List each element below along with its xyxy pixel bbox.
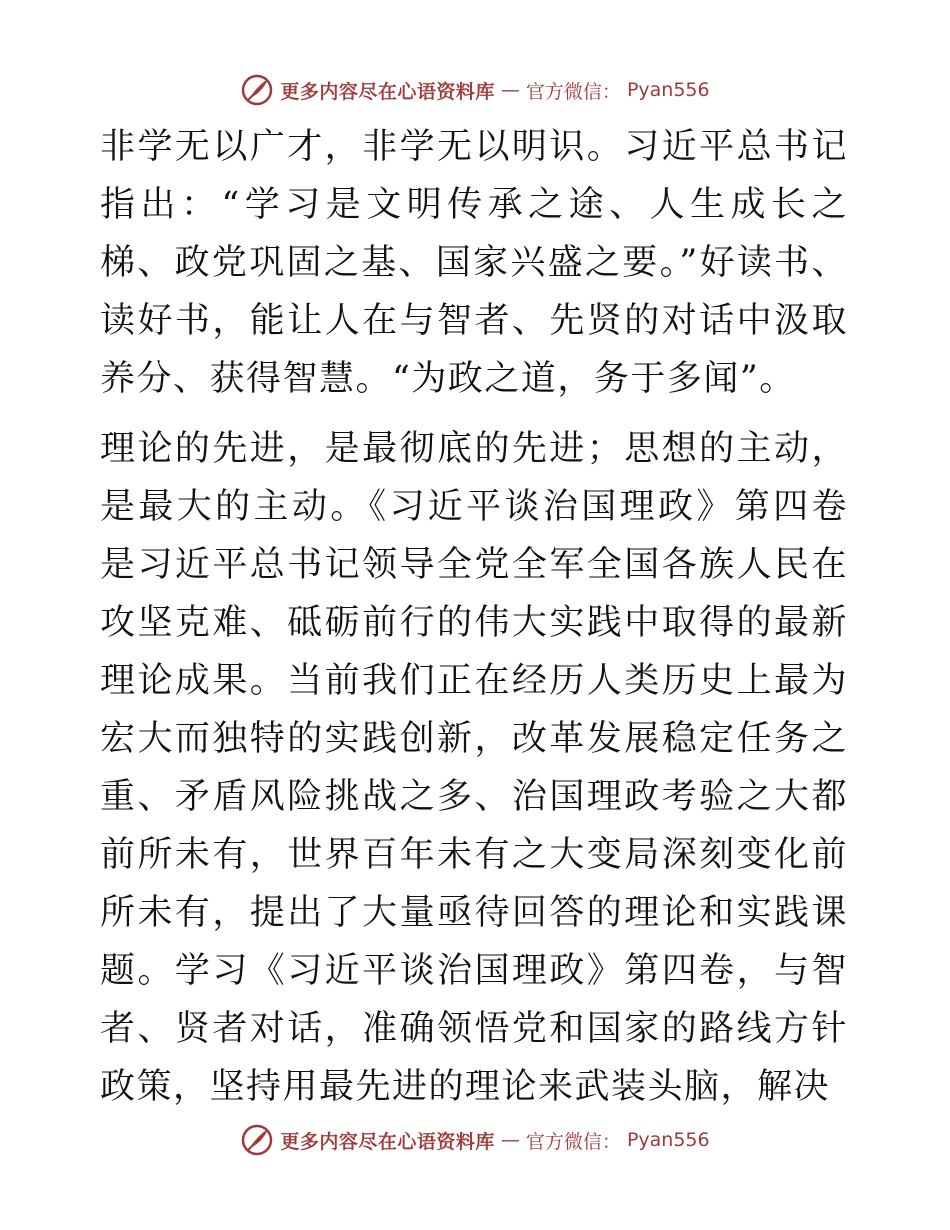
paragraph-1: 非学无以广才，非学无以明识。习近平总书记指出：“学习是文明传承之途、人生成长之梯、政党巩固之基、国家兴盛之要。”好读书、读好书，能让人在与智者、先贤的对话中汲取养分、获得智慧。“为政之道，务于多闻”。 <box>100 127 848 399</box>
watermark-wechat-label: 官方微信： <box>525 80 621 103</box>
document-body <box>100 118 848 1128</box>
watermark-dash: — <box>500 1129 520 1151</box>
feather-quill-logo-icon <box>240 1123 274 1157</box>
watermark-dash: — <box>500 79 520 101</box>
paragraph-2: 理论的先进，是最彻底的先进；思想的主动，是最大的主动。《习近平谈治国理政》第四卷是习近平总书记领导全党全军全国各族人民在攻坚克难、砥砺前行的伟大实践中取得的最新理论成果。当前我们正在经历人类历史上最为宏大而独特的实践创新，改革发展稳定任务之重、矛盾风险挑战之多、治国理政考验之大都前所未有，世界百年未有之大变局深刻变化前所未有，提出了大量亟待回答的理论和实践课题。学习《习近平谈治国理政》第四卷，与智者、贤者对话，准确领悟党和国家的路线方针政策，坚持用最先进的理论来武装头脑，解决 <box>100 429 848 1107</box>
watermark-wechat-id: Pyan556 <box>626 79 710 101</box>
watermark-wechat-id: Pyan556 <box>626 1129 710 1151</box>
watermark-wechat-label: 官方微信： <box>525 1130 621 1153</box>
watermark-text: 更多内容尽在心语资料库 <box>280 1130 495 1153</box>
watermark-text: 更多内容尽在心语资料库 <box>280 80 495 103</box>
feather-quill-logo-icon <box>240 73 274 107</box>
footer-watermark <box>0 1120 950 1160</box>
header-watermark <box>0 70 950 110</box>
